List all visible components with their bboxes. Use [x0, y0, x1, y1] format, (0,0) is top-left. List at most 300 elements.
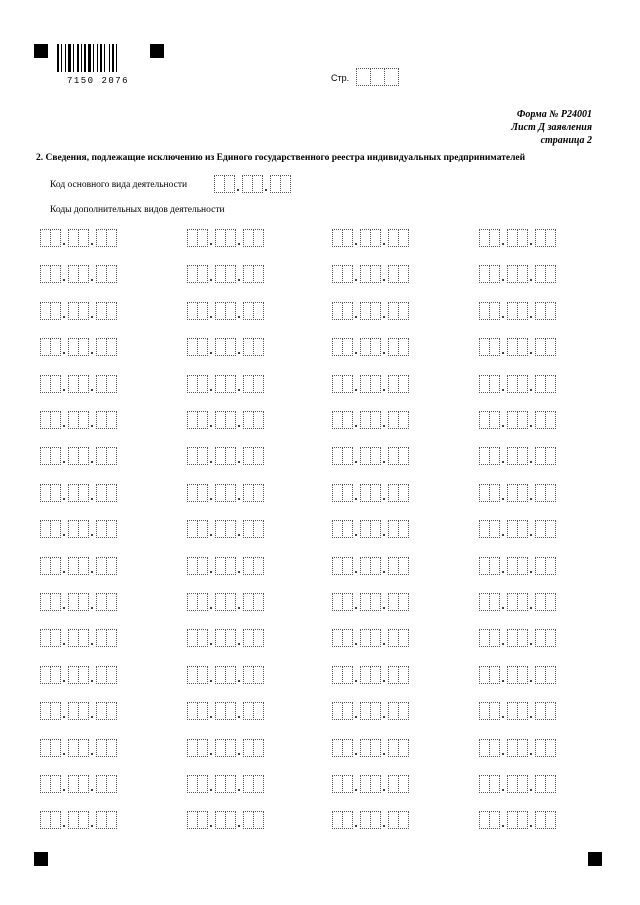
- code-digit-cell[interactable]: [197, 375, 208, 393]
- additional-activity-code[interactable]: [187, 593, 263, 611]
- code-digit-cell[interactable]: [545, 265, 556, 283]
- code-digit-cell[interactable]: [106, 557, 117, 575]
- code-digit-cell[interactable]: [517, 447, 528, 465]
- additional-activity-code[interactable]: [187, 811, 263, 829]
- code-separator-dot: [530, 498, 532, 500]
- additional-activity-code[interactable]: [187, 375, 263, 393]
- code-digit-cell[interactable]: [106, 593, 117, 611]
- code-digit-cell[interactable]: [225, 593, 236, 611]
- code-digit-cell[interactable]: [545, 775, 556, 793]
- code-digit-cell[interactable]: [50, 375, 61, 393]
- code-digit-cell[interactable]: [342, 666, 353, 684]
- additional-activity-code[interactable]: [332, 811, 408, 829]
- code-digit-cell[interactable]: [545, 593, 556, 611]
- additional-activity-code[interactable]: [479, 775, 555, 793]
- additional-activity-code[interactable]: [479, 265, 555, 283]
- additional-activity-code[interactable]: [479, 302, 555, 320]
- code-digit-cell[interactable]: [517, 338, 528, 356]
- code-digit-cell[interactable]: [106, 811, 117, 829]
- code-separator-dot: [383, 789, 385, 791]
- code-digit-cell[interactable]: [545, 302, 556, 320]
- additional-activity-code[interactable]: [332, 593, 408, 611]
- code-digit-cell[interactable]: [50, 229, 61, 247]
- code-separator-dot: [238, 389, 240, 391]
- additional-activity-code[interactable]: [479, 520, 555, 538]
- code-digit-cell[interactable]: [225, 811, 236, 829]
- code-digit-cell[interactable]: [370, 811, 381, 829]
- additional-activity-code[interactable]: [40, 666, 116, 684]
- code-separator-dot: [355, 279, 357, 281]
- code-digit-cell[interactable]: [78, 702, 89, 720]
- code-digit-cell[interactable]: [545, 702, 556, 720]
- additional-activity-code[interactable]: [187, 229, 263, 247]
- code-digit-cell[interactable]: [225, 520, 236, 538]
- additional-activity-code[interactable]: [332, 739, 408, 757]
- code-digit-cell[interactable]: [489, 775, 500, 793]
- code-digit-cell[interactable]: [489, 557, 500, 575]
- code-digit-cell[interactable]: [545, 484, 556, 502]
- code-digit-cell[interactable]: [517, 593, 528, 611]
- code-digit-cell[interactable]: [197, 702, 208, 720]
- code-digit-cell[interactable]: [253, 447, 264, 465]
- code-digit-cell[interactable]: [78, 229, 89, 247]
- additional-activity-code[interactable]: [187, 484, 263, 502]
- code-digit-cell[interactable]: [106, 302, 117, 320]
- code-digit-cell[interactable]: [545, 557, 556, 575]
- code-digit-cell[interactable]: [253, 229, 264, 247]
- code-digit-cell[interactable]: [370, 629, 381, 647]
- code-digit-cell[interactable]: [253, 265, 264, 283]
- additional-activity-code[interactable]: [187, 739, 263, 757]
- additional-activity-code[interactable]: [332, 302, 408, 320]
- main-activity-code[interactable]: [214, 175, 290, 193]
- code-digit-cell[interactable]: [545, 811, 556, 829]
- page-counter-field[interactable]: [356, 68, 400, 86]
- code-digit-cell[interactable]: [342, 302, 353, 320]
- code-digit-cell[interactable]: [489, 484, 500, 502]
- code-digit-cell[interactable]: [342, 411, 353, 429]
- additional-activity-code[interactable]: [187, 520, 263, 538]
- code-digit-cell[interactable]: [225, 302, 236, 320]
- code-digit-cell[interactable]: [545, 447, 556, 465]
- additional-activity-code[interactable]: [40, 593, 116, 611]
- code-digit-cell[interactable]: [225, 265, 236, 283]
- additional-activity-code[interactable]: [332, 375, 408, 393]
- code-digit-cell[interactable]: [253, 629, 264, 647]
- additional-activity-code[interactable]: [332, 775, 408, 793]
- code-digit-cell[interactable]: [342, 447, 353, 465]
- code-digit-cell[interactable]: [517, 520, 528, 538]
- code-digit-cell[interactable]: [342, 484, 353, 502]
- code-digit-cell[interactable]: [370, 375, 381, 393]
- additional-activity-code[interactable]: [479, 666, 555, 684]
- code-separator-dot: [502, 425, 504, 427]
- code-digit-cell[interactable]: [50, 411, 61, 429]
- additional-activity-code[interactable]: [187, 775, 263, 793]
- additional-activity-code[interactable]: [332, 666, 408, 684]
- additional-activities-label: Коды дополнительных видов деятельности: [50, 205, 225, 215]
- code-digit-cell[interactable]: [489, 811, 500, 829]
- code-digit-cell[interactable]: [197, 739, 208, 757]
- additional-activity-code[interactable]: [40, 557, 116, 575]
- code-digit-cell[interactable]: [545, 411, 556, 429]
- additional-activity-code[interactable]: [187, 265, 263, 283]
- code-digit-cell[interactable]: [342, 229, 353, 247]
- code-digit-cell[interactable]: [398, 629, 409, 647]
- code-digit-cell[interactable]: [517, 411, 528, 429]
- code-digit-cell[interactable]: [489, 229, 500, 247]
- additional-activity-code[interactable]: [40, 775, 116, 793]
- code-digit-cell[interactable]: [517, 739, 528, 757]
- code-digit-cell[interactable]: [253, 411, 264, 429]
- code-separator-dot: [210, 389, 212, 391]
- additional-activity-code[interactable]: [332, 265, 408, 283]
- code-digit-cell[interactable]: [224, 175, 235, 193]
- additional-activity-code[interactable]: [187, 666, 263, 684]
- code-digit-cell[interactable]: [280, 175, 291, 193]
- code-digit-cell[interactable]: [545, 739, 556, 757]
- code-separator-dot: [63, 316, 65, 318]
- code-digit-cell[interactable]: [370, 265, 381, 283]
- code-digit-cell[interactable]: [50, 265, 61, 283]
- code-digit-cell[interactable]: [370, 302, 381, 320]
- code-digit-cell[interactable]: [50, 739, 61, 757]
- additional-activity-code[interactable]: [187, 302, 263, 320]
- code-digit-cell[interactable]: [517, 629, 528, 647]
- code-digit-cell[interactable]: [253, 302, 264, 320]
- code-digit-cell[interactable]: [342, 811, 353, 829]
- code-digit-cell[interactable]: [78, 739, 89, 757]
- code-digit-cell[interactable]: [342, 375, 353, 393]
- code-digit-cell[interactable]: [106, 666, 117, 684]
- code-digit-cell[interactable]: [489, 739, 500, 757]
- code-digit-cell[interactable]: [545, 338, 556, 356]
- code-separator-dot: [355, 753, 357, 755]
- additional-activity-code[interactable]: [479, 629, 555, 647]
- code-digit-cell[interactable]: [398, 338, 409, 356]
- additional-activity-code[interactable]: [187, 411, 263, 429]
- code-digit-cell[interactable]: [78, 557, 89, 575]
- code-digit-cell[interactable]: [197, 338, 208, 356]
- code-digit-cell[interactable]: [225, 447, 236, 465]
- code-digit-cell[interactable]: [398, 702, 409, 720]
- code-digit-cell[interactable]: [342, 593, 353, 611]
- additional-activity-code[interactable]: [479, 338, 555, 356]
- code-digit-cell[interactable]: [225, 739, 236, 757]
- additional-activity-code[interactable]: [479, 557, 555, 575]
- code-digit-cell[interactable]: [78, 302, 89, 320]
- additional-activity-code[interactable]: [332, 702, 408, 720]
- additional-activity-code[interactable]: [187, 629, 263, 647]
- code-digit-cell[interactable]: [50, 775, 61, 793]
- code-digit-cell[interactable]: [106, 520, 117, 538]
- code-digit-cell[interactable]: [398, 593, 409, 611]
- code-digit-cell[interactable]: [398, 666, 409, 684]
- additional-activity-code[interactable]: [479, 702, 555, 720]
- code-digit-cell[interactable]: [517, 484, 528, 502]
- code-digit-cell[interactable]: [398, 484, 409, 502]
- additional-activity-code[interactable]: [40, 338, 116, 356]
- code-digit-cell[interactable]: [517, 375, 528, 393]
- code-digit-cell[interactable]: [225, 702, 236, 720]
- code-digit-cell[interactable]: [106, 629, 117, 647]
- code-digit-cell[interactable]: [50, 484, 61, 502]
- code-digit-cell[interactable]: [370, 447, 381, 465]
- code-separator-dot: [210, 279, 212, 281]
- code-digit-cell[interactable]: [197, 629, 208, 647]
- code-digit-cell[interactable]: [78, 666, 89, 684]
- code-digit-cell[interactable]: [50, 338, 61, 356]
- code-digit-cell[interactable]: [253, 338, 264, 356]
- code-digit-cell[interactable]: [398, 375, 409, 393]
- code-separator-dot: [63, 352, 65, 354]
- additional-activity-code[interactable]: [187, 557, 263, 575]
- code-digit-cell[interactable]: [398, 557, 409, 575]
- code-digit-cell[interactable]: [50, 557, 61, 575]
- code-digit-cell[interactable]: [78, 338, 89, 356]
- code-digit-cell[interactable]: [370, 411, 381, 429]
- code-digit-cell[interactable]: [253, 520, 264, 538]
- code-separator-dot: [238, 789, 240, 791]
- additional-activity-code[interactable]: [332, 338, 408, 356]
- code-digit-cell[interactable]: [398, 447, 409, 465]
- code-digit-cell[interactable]: [225, 375, 236, 393]
- code-digit-cell[interactable]: [370, 739, 381, 757]
- code-digit-cell[interactable]: [197, 557, 208, 575]
- additional-activity-code[interactable]: [40, 375, 116, 393]
- code-digit-cell[interactable]: [50, 302, 61, 320]
- additional-activity-code[interactable]: [40, 520, 116, 538]
- code-digit-cell[interactable]: [253, 775, 264, 793]
- code-digit-cell[interactable]: [489, 520, 500, 538]
- code-digit-cell[interactable]: [78, 593, 89, 611]
- code-digit-cell[interactable]: [489, 302, 500, 320]
- code-separator-dot: [383, 498, 385, 500]
- code-digit-cell[interactable]: [225, 775, 236, 793]
- code-digit-cell[interactable]: [370, 593, 381, 611]
- code-separator-dot: [502, 753, 504, 755]
- code-digit-cell[interactable]: [106, 411, 117, 429]
- code-digit-cell[interactable]: [517, 775, 528, 793]
- code-digit-cell[interactable]: [253, 484, 264, 502]
- code-digit-cell[interactable]: [50, 811, 61, 829]
- additional-activity-code[interactable]: [40, 629, 116, 647]
- code-separator-dot: [355, 643, 357, 645]
- code-digit-cell[interactable]: [197, 229, 208, 247]
- code-digit-cell[interactable]: [517, 265, 528, 283]
- code-digit-cell[interactable]: [398, 811, 409, 829]
- code-digit-cell[interactable]: [342, 520, 353, 538]
- code-digit-cell[interactable]: [545, 520, 556, 538]
- code-digit-cell[interactable]: [517, 557, 528, 575]
- code-digit-cell[interactable]: [197, 775, 208, 793]
- code-digit-cell[interactable]: [342, 265, 353, 283]
- code-digit-cell[interactable]: [197, 520, 208, 538]
- code-digit-cell[interactable]: [398, 775, 409, 793]
- code-separator-dot: [238, 680, 240, 682]
- code-digit-cell[interactable]: [517, 811, 528, 829]
- additional-activity-code[interactable]: [479, 375, 555, 393]
- code-digit-cell[interactable]: [517, 229, 528, 247]
- code-digit-cell[interactable]: [197, 302, 208, 320]
- code-digit-cell[interactable]: [370, 229, 381, 247]
- additional-activity-code[interactable]: [479, 593, 555, 611]
- additional-activity-code[interactable]: [479, 484, 555, 502]
- code-digit-cell[interactable]: [197, 447, 208, 465]
- additional-activity-code[interactable]: [40, 447, 116, 465]
- code-digit-cell[interactable]: [50, 629, 61, 647]
- code-digit-cell[interactable]: [398, 265, 409, 283]
- code-digit-cell[interactable]: [370, 484, 381, 502]
- code-digit-cell[interactable]: [398, 229, 409, 247]
- additional-activity-code[interactable]: [40, 265, 116, 283]
- code-digit-cell[interactable]: [225, 629, 236, 647]
- code-digit-cell[interactable]: [253, 375, 264, 393]
- additional-activity-code[interactable]: [479, 447, 555, 465]
- code-digit-cell[interactable]: [342, 629, 353, 647]
- code-separator-dot: [530, 571, 532, 573]
- code-digit-cell[interactable]: [370, 702, 381, 720]
- code-digit-cell[interactable]: [370, 666, 381, 684]
- code-digit-cell[interactable]: [197, 411, 208, 429]
- code-digit-cell[interactable]: [342, 739, 353, 757]
- code-separator-dot: [355, 498, 357, 500]
- code-digit-cell[interactable]: [489, 593, 500, 611]
- additional-activity-code[interactable]: [40, 302, 116, 320]
- code-digit-cell[interactable]: [225, 229, 236, 247]
- barcode-number: 7150 2076: [66, 76, 130, 86]
- code-separator-dot: [63, 243, 65, 245]
- code-digit-cell[interactable]: [225, 557, 236, 575]
- code-digit-cell[interactable]: [78, 484, 89, 502]
- code-digit-cell[interactable]: [197, 593, 208, 611]
- code-digit-cell[interactable]: [253, 739, 264, 757]
- code-digit-cell[interactable]: [106, 265, 117, 283]
- code-digit-cell[interactable]: [253, 593, 264, 611]
- code-digit-cell[interactable]: [197, 811, 208, 829]
- code-digit-cell[interactable]: [489, 411, 500, 429]
- additional-activity-code[interactable]: [332, 520, 408, 538]
- code-digit-cell[interactable]: [197, 484, 208, 502]
- additional-activity-code[interactable]: [332, 447, 408, 465]
- additional-activity-code[interactable]: [332, 229, 408, 247]
- code-digit-cell[interactable]: [489, 338, 500, 356]
- code-digit-cell[interactable]: [489, 666, 500, 684]
- additional-activity-code[interactable]: [40, 229, 116, 247]
- code-digit-cell[interactable]: [253, 666, 264, 684]
- code-digit-cell[interactable]: [342, 338, 353, 356]
- code-digit-cell[interactable]: [489, 265, 500, 283]
- additional-activity-code[interactable]: [479, 739, 555, 757]
- code-digit-cell[interactable]: [78, 265, 89, 283]
- code-digit-cell[interactable]: [106, 375, 117, 393]
- additional-activity-code[interactable]: [332, 629, 408, 647]
- code-digit-cell[interactable]: [50, 447, 61, 465]
- code-digit-cell[interactable]: [370, 520, 381, 538]
- code-digit-cell[interactable]: [50, 666, 61, 684]
- code-digit-cell[interactable]: [106, 229, 117, 247]
- code-digit-cell[interactable]: [517, 702, 528, 720]
- code-digit-cell[interactable]: [106, 739, 117, 757]
- code-digit-cell[interactable]: [370, 557, 381, 575]
- code-digit-cell[interactable]: [370, 775, 381, 793]
- code-digit-cell[interactable]: [50, 520, 61, 538]
- additional-activity-code[interactable]: [40, 411, 116, 429]
- additional-activity-code[interactable]: [479, 229, 555, 247]
- code-digit-cell[interactable]: [489, 702, 500, 720]
- additional-activity-code[interactable]: [479, 411, 555, 429]
- code-separator-dot: [502, 461, 504, 463]
- code-digit-cell[interactable]: [50, 593, 61, 611]
- additional-activity-code[interactable]: [40, 739, 116, 757]
- code-digit-cell[interactable]: [78, 520, 89, 538]
- additional-activity-code[interactable]: [40, 484, 116, 502]
- code-digit-cell[interactable]: [78, 629, 89, 647]
- code-digit-cell[interactable]: [106, 484, 117, 502]
- additional-activity-code[interactable]: [187, 702, 263, 720]
- additional-activity-code[interactable]: [187, 338, 263, 356]
- code-digit-cell[interactable]: [78, 775, 89, 793]
- code-digit-cell[interactable]: [342, 775, 353, 793]
- code-digit-cell[interactable]: [197, 666, 208, 684]
- code-digit-cell[interactable]: [398, 411, 409, 429]
- code-separator-dot: [238, 607, 240, 609]
- code-digit-cell[interactable]: [106, 338, 117, 356]
- additional-activity-code[interactable]: [332, 557, 408, 575]
- code-digit-cell[interactable]: [78, 447, 89, 465]
- code-digit-cell[interactable]: [106, 702, 117, 720]
- code-digit-cell[interactable]: [253, 557, 264, 575]
- code-digit-cell[interactable]: [545, 666, 556, 684]
- code-digit-cell[interactable]: [342, 557, 353, 575]
- code-digit-cell[interactable]: [106, 775, 117, 793]
- code-digit-cell[interactable]: [489, 375, 500, 393]
- code-digit-cell[interactable]: [398, 520, 409, 538]
- code-digit-cell[interactable]: [370, 338, 381, 356]
- code-digit-cell[interactable]: [517, 666, 528, 684]
- code-digit-cell[interactable]: [225, 411, 236, 429]
- code-digit-cell[interactable]: [489, 447, 500, 465]
- code-digit-cell[interactable]: [253, 811, 264, 829]
- code-digit-cell[interactable]: [197, 265, 208, 283]
- additional-activity-code[interactable]: [40, 811, 116, 829]
- additional-activity-code[interactable]: [332, 411, 408, 429]
- code-digit-cell[interactable]: [253, 702, 264, 720]
- code-digit-cell[interactable]: [545, 229, 556, 247]
- code-digit-cell[interactable]: [545, 375, 556, 393]
- code-digit-cell[interactable]: [342, 702, 353, 720]
- code-digit-cell[interactable]: [489, 629, 500, 647]
- additional-activity-code[interactable]: [187, 447, 263, 465]
- code-separator-dot: [91, 825, 93, 827]
- code-digit-cell[interactable]: [106, 447, 117, 465]
- code-digit-cell[interactable]: [225, 338, 236, 356]
- additional-activity-code[interactable]: [40, 702, 116, 720]
- code-digit-cell[interactable]: [50, 702, 61, 720]
- additional-activity-code[interactable]: [332, 484, 408, 502]
- additional-activity-code[interactable]: [479, 811, 555, 829]
- code-digit-cell[interactable]: [398, 302, 409, 320]
- code-digit-cell[interactable]: [252, 175, 263, 193]
- code-digit-cell[interactable]: [78, 411, 89, 429]
- code-digit-cell[interactable]: [78, 811, 89, 829]
- code-digit-cell[interactable]: [517, 302, 528, 320]
- code-digit-cell[interactable]: [398, 739, 409, 757]
- code-digit-cell[interactable]: [545, 629, 556, 647]
- code-digit-cell[interactable]: [225, 484, 236, 502]
- code-digit-cell[interactable]: [78, 375, 89, 393]
- code-digit-cell[interactable]: [225, 666, 236, 684]
